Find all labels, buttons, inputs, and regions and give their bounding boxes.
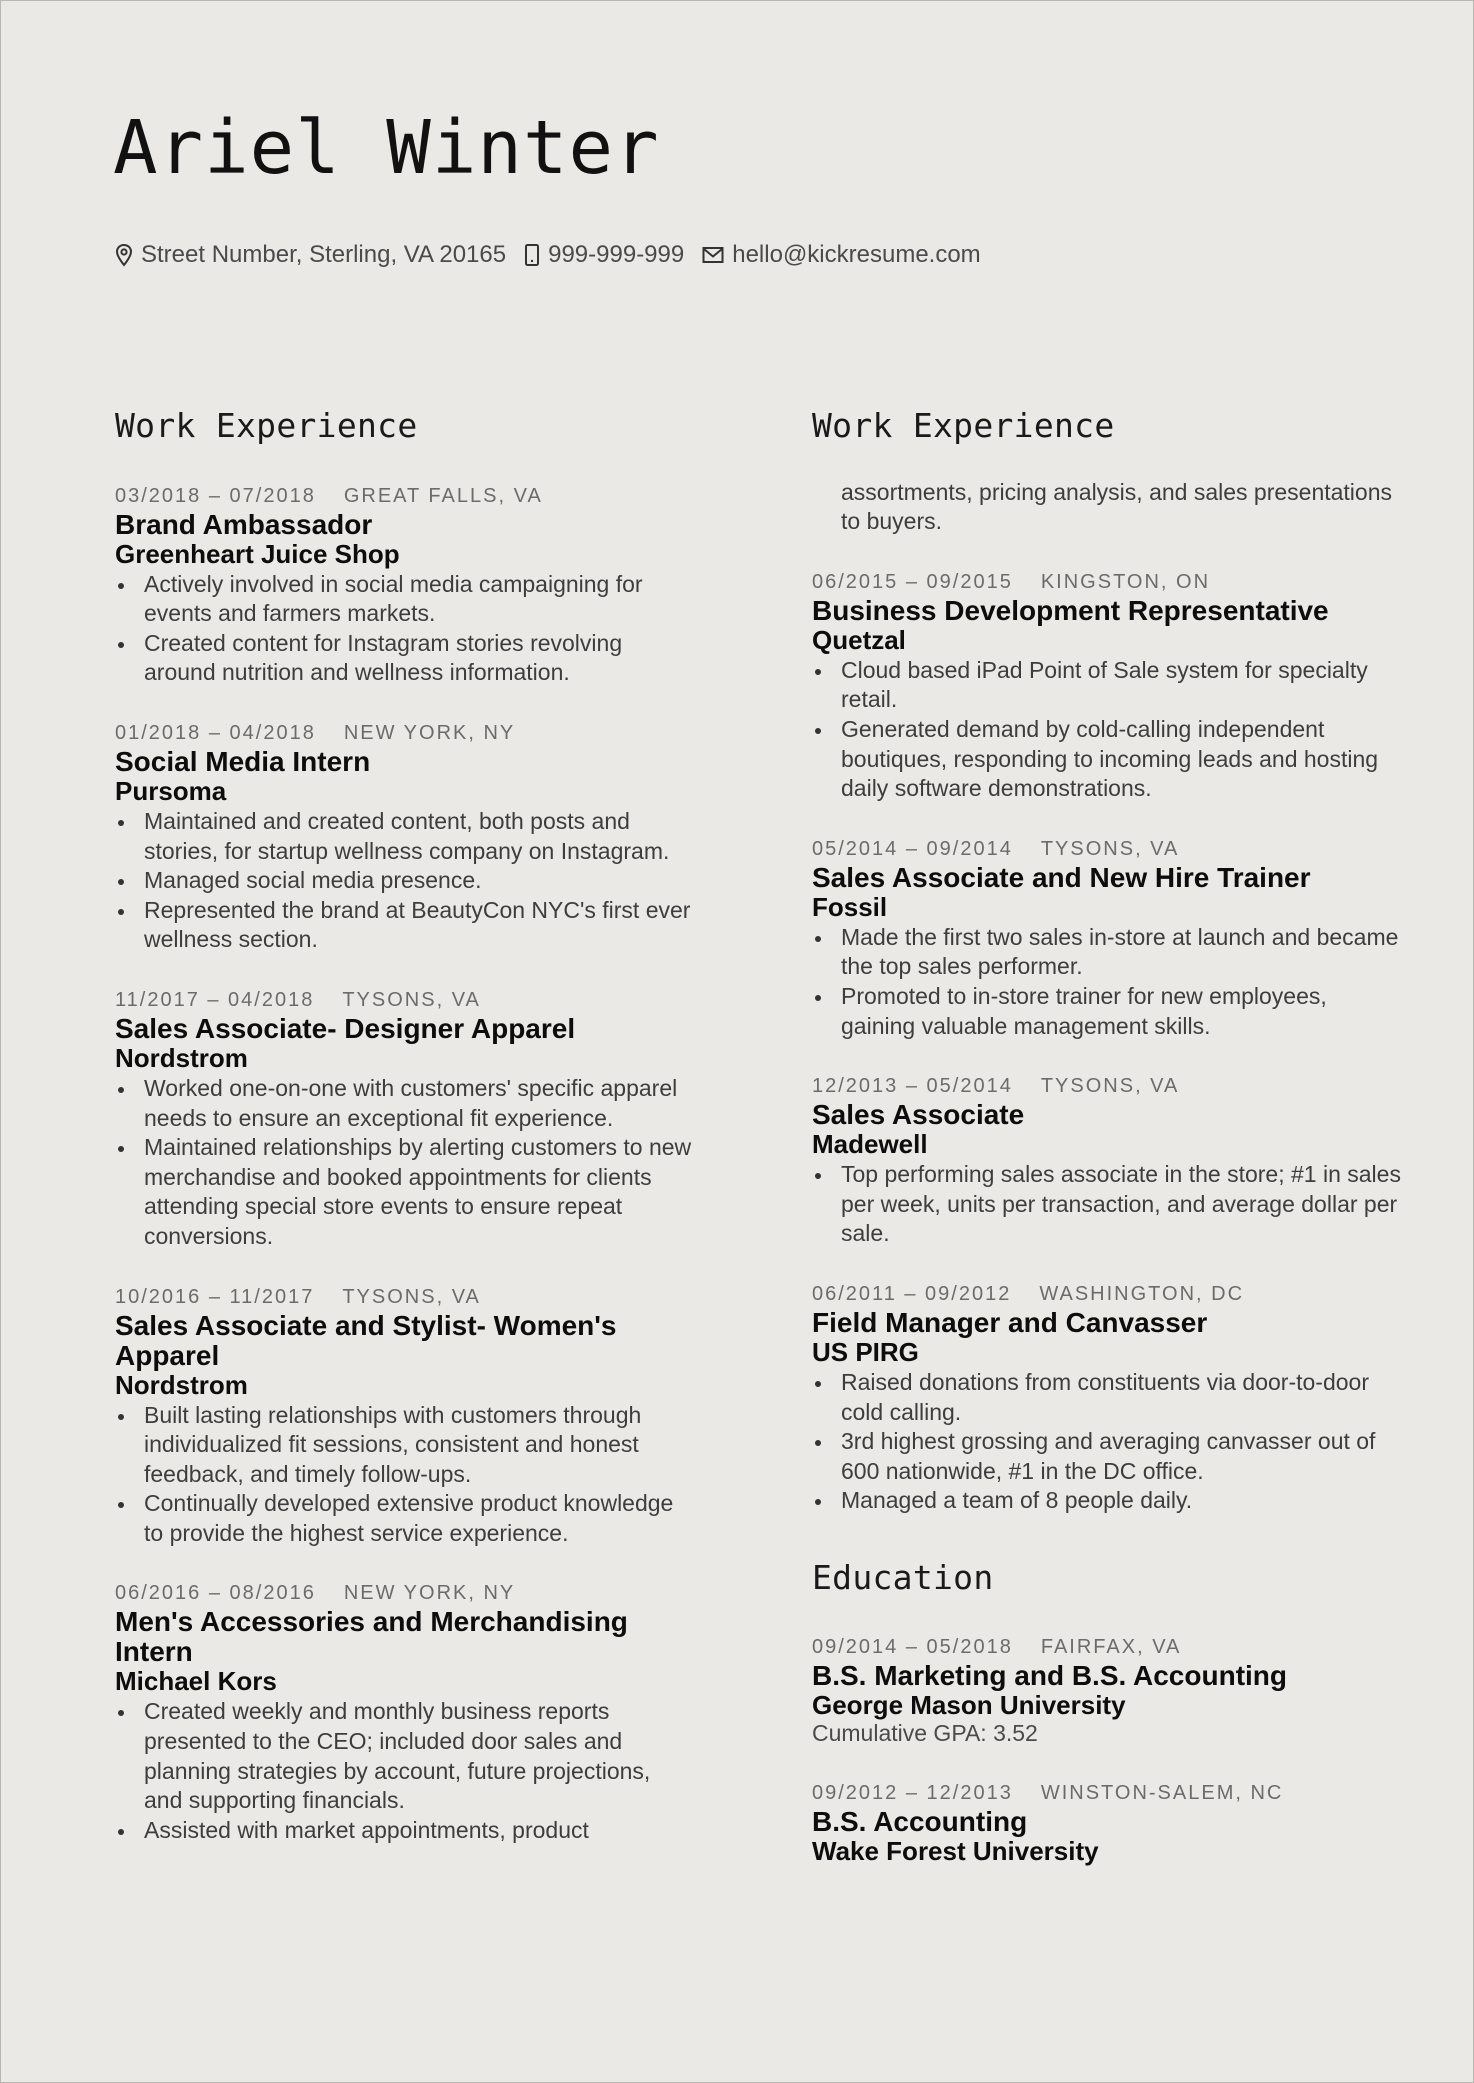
job-title: Field Manager and Canvasser [812,1306,1208,1338]
work-experience-heading: Work Experience [115,406,418,445]
job-meta [115,719,695,747]
job-title: Social Media Intern [115,745,371,777]
job-entry [812,568,1402,804]
work-experience-heading: Work Experience [812,406,1115,445]
education-location: WINSTON-SALEM, NC [1040,1782,1284,1805]
job-location: TYSONS, VA [1040,1075,1180,1098]
job-location: NEW YORK, NY [343,1582,516,1605]
job-title: Business Development Representative [812,594,1329,626]
job-company: US PIRG [812,1336,919,1367]
job-bullets [115,807,695,955]
job-meta [115,1283,695,1311]
envelope-icon [702,246,724,264]
bullet-item: Assisted with market appointments, product [115,1816,695,1846]
bullet-item: Created weekly and monthly business reports presented to the CEO; included door sales and planning strategies by account, future projections, and supporting financials. [115,1697,695,1815]
job-location: TYSONS, VA [342,988,481,1011]
job-dates: 10/2016 – 11/2017 [115,1285,315,1308]
education-meta [812,1779,1402,1807]
bullet-item: Raised donations from constituents via door-to-door cold calling. [812,1368,1402,1427]
job-location: TYSONS, VA [1040,837,1180,860]
job-bullets [812,923,1402,1041]
bullet-item: Actively involved in social media campaigning for events and farmers markets. [115,570,695,629]
job-company: Nordstrom [115,1042,248,1073]
job-company: Pursoma [115,775,227,806]
job-bullets [812,1160,1402,1249]
bullet-item: Continually developed extensive product knowledge to provide the highest service experience. [115,1489,695,1548]
job-meta [812,1280,1402,1308]
job-bullets [115,570,695,688]
bullet-item: Top performing sales associate in the store; #1 in sales per week, units per transaction, and average dollar per sale. [812,1160,1402,1249]
education-location: FAIRFAX, VA [1040,1636,1182,1659]
education-entry [812,1633,1402,1748]
address-text: Street Number, Sterling, VA 20165 [141,241,507,268]
education-heading: Education [812,1557,994,1597]
bullet-item: Built lasting relationships with customers through individualized fit sessions, consistent and honest feedback, and timely follow-ups. [115,1401,695,1490]
school-name: Wake Forest University [812,1836,1099,1867]
bullet-item: Generated demand by cold-calling independent boutiques, responding to incoming leads and hosting daily software demonstrations. [812,715,1402,804]
bullet-item: Promoted to in-store trainer for new employees, gaining valuable management skills. [812,982,1402,1041]
job-dates: 06/2015 – 09/2015 [812,570,1013,593]
job-dates: 01/2018 – 04/2018 [115,721,316,744]
job-entry [115,719,695,955]
job-company: Michael Kors [115,1666,277,1697]
job-meta [115,482,695,510]
bullet-item: Managed social media presence. [115,866,695,896]
job-entry [115,1579,695,1845]
job-title: Sales Associate- Designer Apparel [115,1012,576,1044]
job-dates: 11/2017 – 04/2018 [115,988,315,1011]
contact-email[interactable] [702,241,980,269]
phone-icon [524,243,540,267]
job-company: Fossil [812,891,888,922]
job-meta [812,568,1402,596]
contact-address [115,241,506,269]
job-title: Men's Accessories and Merchandising Intern [115,1606,628,1668]
contact-phone [524,241,684,269]
phone-text: 999-999-999 [548,241,685,268]
location-pin-icon [115,243,133,267]
bullet-item: Maintained and created content, both posts and stories, for startup wellness company on Instagram. [115,807,695,866]
job-meta [115,1579,695,1607]
job-bullets [115,1697,695,1845]
bullet-item: Worked one-on-one with customers' specific apparel needs to ensure an exceptional fit experience. [115,1074,695,1133]
right-column [812,406,1402,1896]
job-meta [812,835,1402,863]
job-location: GREAT FALLS, VA [343,484,543,507]
candidate-name: Ariel Winter [113,105,660,191]
contact-bar [115,241,999,269]
job-location: WASHINGTON, DC [1039,1282,1245,1305]
job-dates: 12/2013 – 05/2014 [812,1075,1013,1098]
job-location: KINGSTON, ON [1040,570,1211,593]
bullet-item: Created content for Instagram stories revolving around nutrition and wellness information. [115,629,695,688]
job-entry [115,482,695,688]
job-bullets [115,1401,695,1549]
job-entry [812,1280,1402,1516]
job-location: TYSONS, VA [342,1285,481,1308]
job-bullets [115,1074,695,1252]
job-entry [812,835,1402,1041]
left-column [115,406,695,1876]
job-dates: 03/2018 – 07/2018 [115,484,316,507]
job-title: Brand Ambassador [115,508,373,540]
bullet-item: Cloud based iPad Point of Sale system for specialty retail. [812,656,1402,715]
job-company: Quetzal [812,624,906,655]
education-dates: 09/2014 – 05/2018 [812,1636,1013,1659]
bullet-item: Represented the brand at BeautyCon NYC's first ever wellness section. [115,896,695,955]
gpa-text: Cumulative GPA: 3.52 [812,1720,1038,1747]
school-name: George Mason University [812,1690,1126,1721]
job-entry [812,1072,1402,1249]
job-meta [115,986,695,1014]
job-bullets [812,656,1402,804]
bullet-item: Made the first two sales in-store at launch and became the top sales performer. [812,923,1402,982]
email-text[interactable]: hello@kickresume.com [732,241,981,268]
job-meta [812,1072,1402,1100]
job-dates: 06/2016 – 08/2016 [115,1582,316,1605]
job-entry [115,986,695,1252]
degree-title: B.S. Marketing and B.S. Accounting [812,1660,1288,1692]
bullet-item: 3rd highest grossing and averaging canvasser out of 600 nationwide, #1 in the DC office. [812,1427,1402,1486]
job-company: Nordstrom [115,1369,248,1400]
education-dates: 09/2012 – 12/2013 [812,1782,1013,1805]
job-title: Sales Associate and Stylist- Women's Apparel [115,1309,617,1371]
job-company: Madewell [812,1129,928,1160]
job-bullets [812,1368,1402,1516]
job-dates: 06/2011 – 09/2012 [812,1282,1012,1305]
job-title: Sales Associate [812,1099,1025,1131]
continued-bullet-text: assortments, pricing analysis, and sales presentations to buyers. [841,478,1393,535]
bullet-item: Maintained relationships by alerting customers to new merchandise and booked appointments for clients attending special store events to ensure repeat conversions. [115,1133,695,1251]
education-meta [812,1633,1402,1661]
bullet-item: Managed a team of 8 people daily. [812,1486,1402,1516]
job-dates: 05/2014 – 09/2014 [812,837,1013,860]
job-company: Greenheart Juice Shop [115,538,400,569]
job-title: Sales Associate and New Hire Trainer [812,861,1311,893]
job-location: NEW YORK, NY [343,721,516,744]
job-entry [115,1283,695,1549]
education-entry [812,1779,1402,1865]
degree-title: B.S. Accounting [812,1806,1028,1838]
